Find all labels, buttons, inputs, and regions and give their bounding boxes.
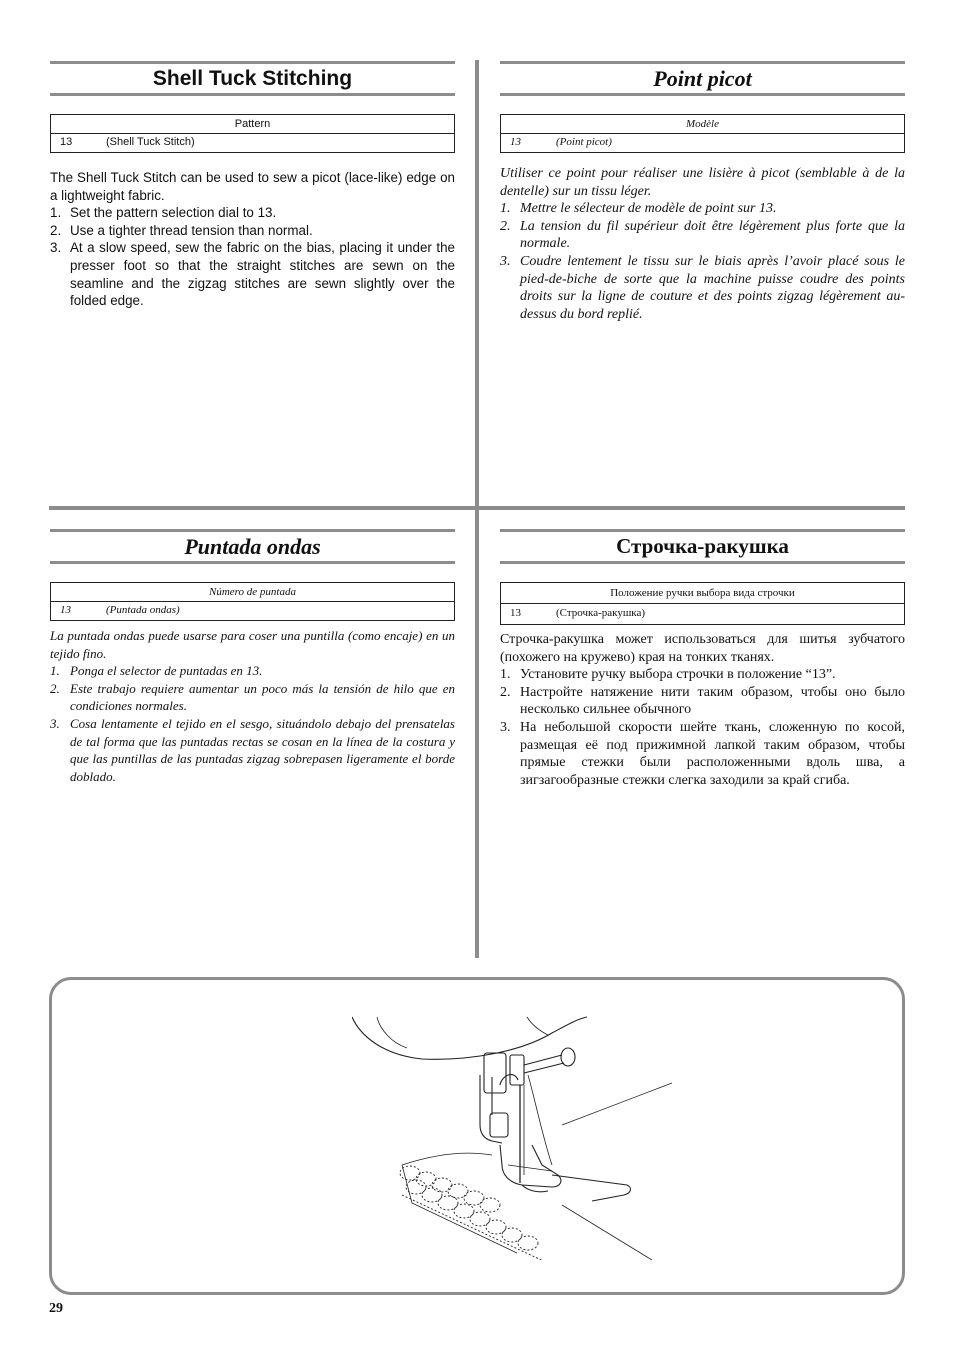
instructions bbox=[500, 631, 905, 789]
instructions bbox=[50, 169, 455, 310]
pattern-number: 13 bbox=[510, 136, 521, 148]
step-number: 3. bbox=[500, 719, 511, 735]
steps-list bbox=[500, 666, 905, 789]
pattern-table-row bbox=[51, 134, 454, 152]
step-text: На небольшой скорости шейте ткань, сложенную по косой, размещая её под прижимной лапкой таким образом, чтобы прямые стежки были расположенными вдоль шва, а зигзагообразные стежки слегка заходили за край сгиба. bbox=[520, 719, 905, 788]
step-item bbox=[500, 200, 905, 218]
step-text: Coudre lentement le tissu sur le biais après l’avoir placé sous le pied-de-biche de sorte que la machine puisse coudre des points droits sur la ligne de couture et des points zigzag légèrement au-dessus du bord replié. bbox=[520, 253, 905, 322]
step-item bbox=[500, 218, 905, 253]
steps-list bbox=[50, 662, 455, 785]
step-item bbox=[50, 662, 455, 680]
step-item bbox=[500, 684, 905, 719]
step-text: La tension du fil supérieur doit être légèrement plus forte que la normale. bbox=[520, 218, 905, 252]
step-item bbox=[500, 253, 905, 323]
step-text: Настройте натяжение нити таким образом, чтобы оно было несколько сильнее обычного bbox=[520, 684, 905, 718]
step-number: 1. bbox=[500, 201, 511, 217]
step-number: 2. bbox=[500, 684, 511, 700]
column-divider-bottom bbox=[475, 508, 479, 958]
illustration-frame bbox=[49, 977, 905, 1295]
step-number: 1. bbox=[50, 663, 60, 679]
pattern-name: (Point picot) bbox=[556, 136, 612, 148]
step-item bbox=[500, 719, 905, 789]
step-text: Cosa lentamente el tejido en el sesgo, situándolo debajo del prensatelas de tal forma que las puntadas rectas se cosan en la línea de la costura y que las puntillas de las puntadas zigzag sobrepasen ligeramente el borde doblado. bbox=[70, 715, 455, 784]
pattern-table bbox=[50, 114, 455, 153]
step-item bbox=[50, 239, 455, 309]
section-title: Строчка-ракушка bbox=[500, 529, 905, 564]
column-divider-top bbox=[475, 60, 479, 508]
section-title: Point picot bbox=[500, 61, 905, 96]
pattern-table bbox=[500, 582, 905, 625]
pattern-table-header: Número de puntada bbox=[51, 583, 454, 602]
step-number: 3. bbox=[50, 715, 60, 731]
instructions bbox=[500, 165, 905, 323]
page-number: 29 bbox=[49, 1301, 63, 1316]
pattern-table-row bbox=[501, 604, 904, 624]
step-number: 1. bbox=[50, 205, 62, 221]
intro-text: La puntada ondas puede usarse para coser una puntilla (como encaje) en un tejido fino. bbox=[50, 628, 455, 661]
step-number: 2. bbox=[50, 222, 62, 238]
section-spanish bbox=[50, 529, 455, 785]
steps-list bbox=[50, 204, 455, 310]
pattern-table-header: Pattern bbox=[51, 115, 454, 134]
steps-list bbox=[500, 200, 905, 323]
step-number: 1. bbox=[500, 667, 511, 683]
pattern-table-row bbox=[51, 602, 454, 620]
section-title: Puntada ondas bbox=[50, 529, 455, 564]
pattern-table bbox=[50, 582, 455, 621]
intro-text: Utiliser ce point pour réaliser une lisière à picot (semblable à de la dentelle) sur un tissu léger. bbox=[500, 166, 905, 199]
pattern-number: 13 bbox=[60, 604, 71, 616]
section-russian bbox=[500, 529, 905, 789]
step-text: Ponga el selector de puntadas en 13. bbox=[70, 663, 263, 679]
step-text: Use a tighter thread tension than normal. bbox=[70, 222, 313, 238]
step-text: Set the pattern selection dial to 13. bbox=[70, 205, 277, 221]
pattern-table bbox=[500, 114, 905, 153]
pattern-name: (Shell Tuck Stitch) bbox=[106, 136, 195, 148]
step-item bbox=[500, 666, 905, 684]
step-number: 3. bbox=[500, 253, 511, 269]
step-number: 2. bbox=[500, 218, 511, 234]
pattern-table-row bbox=[501, 134, 904, 152]
step-item bbox=[50, 222, 455, 240]
pattern-name: (Строчка-ракушка) bbox=[556, 607, 646, 619]
step-item bbox=[50, 680, 455, 715]
pattern-number: 13 bbox=[60, 136, 73, 148]
step-number: 2. bbox=[50, 680, 60, 696]
sewing-machine-illustration bbox=[352, 1015, 682, 1260]
step-text: Mettre le sélecteur de modèle de point sur 13. bbox=[520, 201, 777, 217]
step-text: Este trabajo requiere aumentar un poco más la tensión de hilo que en condiciones normales. bbox=[70, 680, 455, 714]
scallop-stitches bbox=[400, 1166, 552, 1260]
step-number: 3. bbox=[50, 240, 62, 256]
intro-text: Строчка-ракушка может использоваться для шитья зубчатого (похожего на кружево) края на тонких тканях. bbox=[500, 632, 905, 665]
pattern-name: (Puntada ondas) bbox=[106, 604, 180, 616]
step-text: Установите ручку выбора строчки в положение “13”. bbox=[520, 667, 836, 683]
intro-text: The Shell Tuck Stitch can be used to sew a picot (lace-like) edge on a lightweight fabric. bbox=[50, 170, 455, 203]
pattern-number: 13 bbox=[510, 607, 521, 619]
step-item bbox=[50, 715, 455, 785]
instructions bbox=[50, 627, 455, 785]
pattern-table-header: Положение ручки выбора вида строчки bbox=[501, 583, 904, 604]
section-title: Shell Tuck Stitching bbox=[50, 61, 455, 96]
section-english bbox=[50, 61, 455, 310]
step-text: At a slow speed, sew the fabric on the bias, placing it under the presser foot so that the straight stitches are sewn on the seamline and the zigzag stitches are sewn slightly over the folded edge. bbox=[70, 240, 455, 309]
pattern-table-header: Modèle bbox=[501, 115, 904, 134]
section-french bbox=[500, 61, 905, 323]
step-item bbox=[50, 204, 455, 222]
